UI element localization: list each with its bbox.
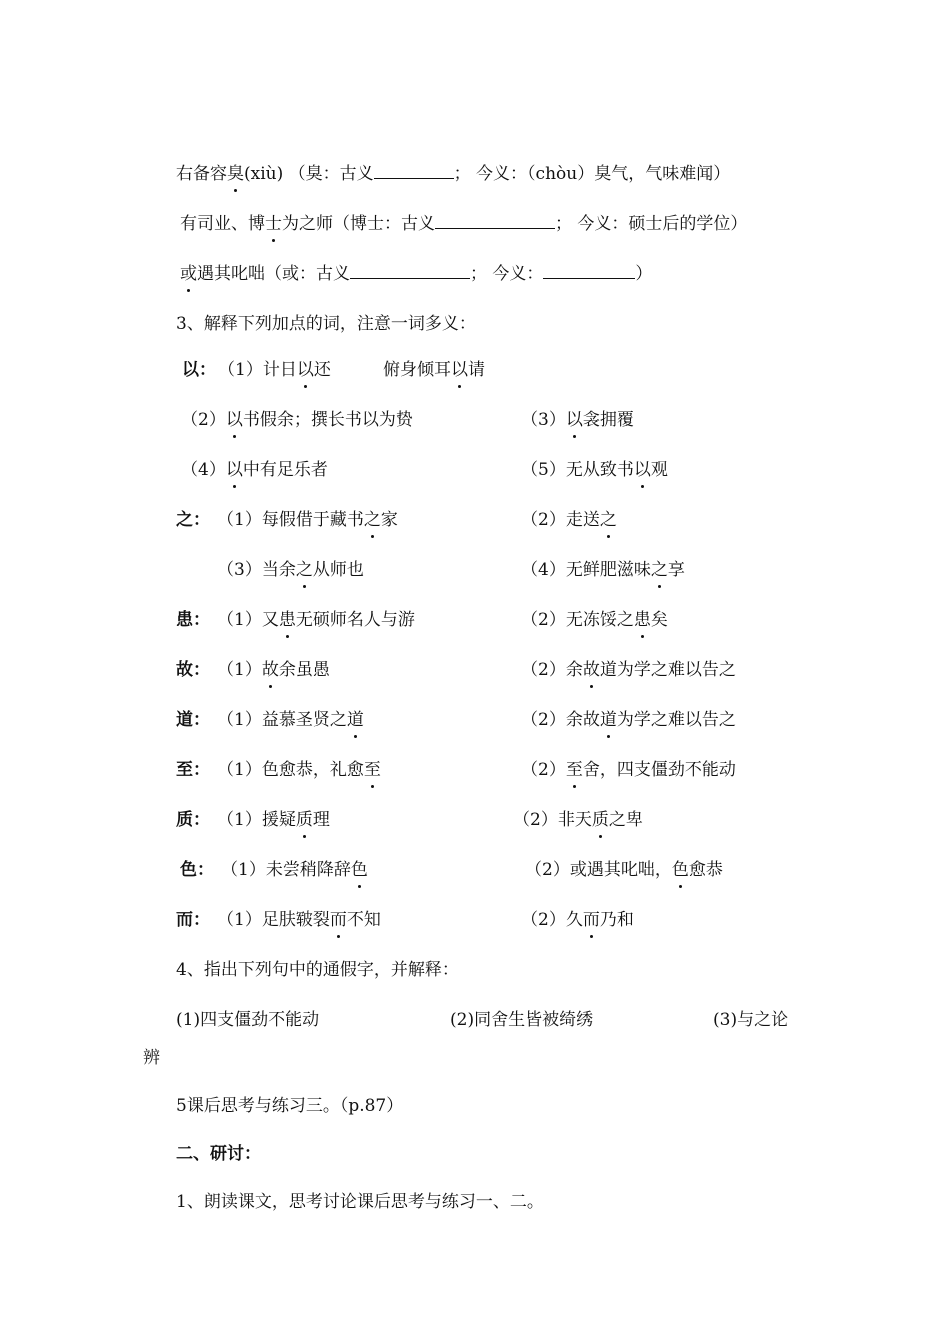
dotted-char: 士: [265, 214, 282, 234]
dotted-char: 道: [599, 710, 617, 730]
dotted-char: 以: [296, 360, 314, 380]
zhi-item-1: （1）每假借于藏书之家: [217, 510, 398, 530]
dotted-char: 以: [633, 460, 651, 480]
answer-blank[interactable]: [374, 161, 454, 179]
term-zhi-head: 之：: [176, 510, 210, 530]
q4-item-3-wrap: 辨: [143, 1048, 160, 1068]
question-3: 3、解释下列加点的词，注意一词多义：: [176, 314, 476, 334]
dotted-char: 以: [451, 360, 468, 380]
dotted-char: 质: [591, 810, 609, 830]
dotted-char: 之: [599, 510, 617, 530]
term-gu-head: 故：: [176, 660, 210, 680]
dotted-char: 质: [295, 810, 313, 830]
q4-item-3: (3)与之论: [713, 1010, 789, 1030]
huan-item-2: （2）无冻馁之患矣: [521, 610, 668, 630]
q4-item-2: (2)同舍生皆被绮绣: [450, 1010, 594, 1030]
gu-item-1: （1）故余虽愚: [217, 660, 330, 680]
dotted-char: 患: [633, 610, 651, 630]
question-4: 4、指出下列句中的通假字，并解释：: [176, 960, 459, 980]
gu-item-2: （2）余故道为学之难以告之: [521, 660, 736, 680]
dotted-char: 色: [671, 860, 689, 880]
dotted-char: 患: [278, 610, 296, 630]
huan-item-1: （1）又患无硕师名人与游: [217, 610, 415, 630]
zhi4-item-2: （2）至舍，四支僵劲不能动: [521, 760, 736, 780]
vocab-line-2: 有司业、博士为之师（博士：古义 ； 今义：硕士后的学位）: [180, 211, 747, 235]
dotted-char: 以: [225, 410, 243, 430]
dotted-char: 之: [650, 560, 668, 580]
term-er-head: 而：: [176, 910, 210, 930]
term-dao-head: 道：: [176, 710, 210, 730]
dotted-char: 故: [582, 660, 600, 680]
vocab-line-3: 或遇其叱咄（或：古义 ； 今义： ）: [180, 261, 652, 285]
term-yi-head: 以：: [182, 360, 216, 380]
answer-blank[interactable]: [543, 261, 635, 279]
er-item-2: （2）久而乃和: [521, 910, 634, 930]
dotted-char: 之: [363, 510, 381, 530]
dotted-char: 色: [350, 860, 368, 880]
section-heading: 二、研讨：: [176, 1144, 261, 1164]
zhi-item-2: （2）走送之: [521, 510, 617, 530]
dotted-char: 故: [261, 660, 279, 680]
dotted-char: 臭: [227, 164, 244, 184]
yi-item-2: （2）以书假余；撰长书以为贽: [181, 410, 413, 430]
se-item-2: （2）或遇其叱咄，色愈恭: [525, 860, 723, 880]
dotted-char: 至: [565, 760, 583, 780]
yi-item-1: （1）计日以还: [218, 360, 331, 380]
dotted-char: 而: [582, 910, 600, 930]
discussion-item-1: 1、朗读课文，思考讨论课后思考与练习一、二。: [176, 1192, 544, 1212]
question-5: 5课后思考与练习三。（p.87）: [176, 1096, 404, 1116]
zhi4-item-1: （1）色愈恭，礼愈至: [217, 760, 381, 780]
dao-item-1: （1）益慕圣贤之道: [217, 710, 364, 730]
answer-blank[interactable]: [350, 261, 470, 279]
term-zhi2-head: 质：: [176, 810, 210, 830]
er-item-1: （1）足肤皲裂而不知: [217, 910, 381, 930]
dotted-char: 或: [180, 264, 197, 284]
vocab-line-1: 右备容臭(xiù) （臭：古义 ； 今义：（chòu）臭气，气味难闻）: [176, 161, 730, 185]
answer-blank[interactable]: [435, 211, 555, 229]
dao-item-2: （2）余故道为学之难以告之: [521, 710, 736, 730]
dotted-char: 至: [363, 760, 381, 780]
yi-item-5: （5）无从致书以观: [521, 460, 668, 480]
yi-item-1b: 俯身倾耳以请: [383, 360, 485, 380]
zhi2-item-2: （2）非天质之卑: [513, 810, 643, 830]
term-zhi4-head: 至：: [176, 760, 210, 780]
zhi-item-4: （4）无鲜肥滋味之享: [521, 560, 685, 580]
dotted-char: 而: [329, 910, 347, 930]
dotted-char: 道: [346, 710, 364, 730]
term-se-head: 色：: [180, 860, 214, 880]
dotted-char: 以: [565, 410, 583, 430]
dotted-char: 之: [295, 560, 313, 580]
se-item-1: （1）未尝稍降辞色: [221, 860, 368, 880]
yi-item-3: （3）以衾拥覆: [521, 410, 634, 430]
q4-item-1: (1)四支僵劲不能动: [176, 1010, 320, 1030]
term-huan-head: 患：: [176, 610, 210, 630]
zhi2-item-1: （1）援疑质理: [217, 810, 330, 830]
dotted-char: 以: [225, 460, 243, 480]
zhi-item-3: （3）当余之从师也: [217, 560, 364, 580]
yi-item-4: （4）以中有足乐者: [181, 460, 328, 480]
